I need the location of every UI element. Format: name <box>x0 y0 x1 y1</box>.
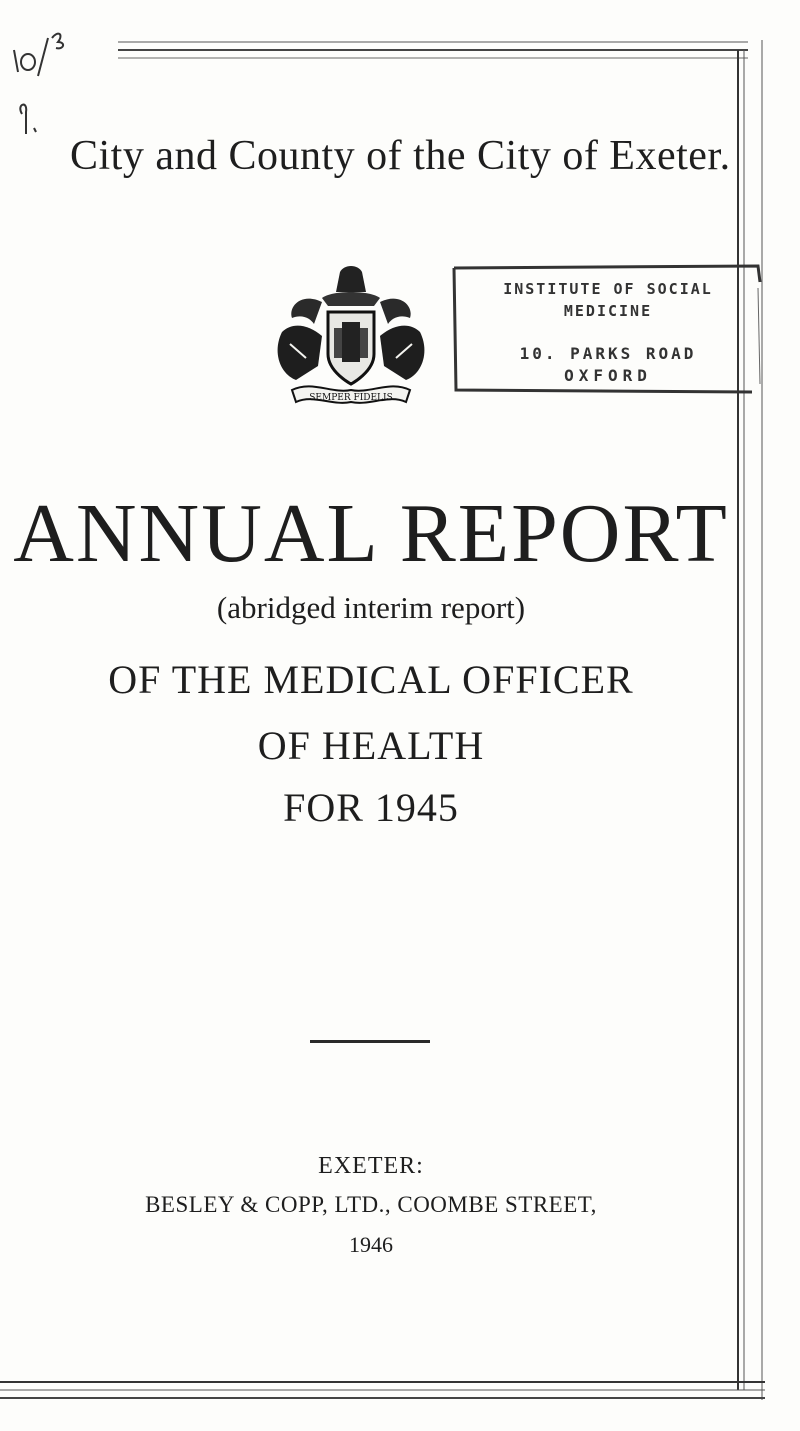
top-rule-lines <box>118 40 748 64</box>
stamp-line-medicine: MEDICINE <box>563 302 653 320</box>
bottom-rule-lines <box>0 1370 770 1410</box>
report-officer-line: OF THE MEDICAL OFFICER <box>108 657 634 702</box>
handwritten-catalogue-mark <box>6 16 96 136</box>
city-title: City and County of the City of Exeter. <box>70 133 731 179</box>
report-heading: ANNUAL REPORT <box>13 487 729 580</box>
imprint-place: EXETER: <box>318 1153 424 1179</box>
stamp-line-address: 10. PARKS ROAD <box>519 344 697 363</box>
svg-text:SEMPER FIDELIS: SEMPER FIDELIS <box>309 393 393 403</box>
report-health-line: OF HEALTH <box>257 723 485 768</box>
section-divider <box>310 1040 430 1043</box>
report-year-line: FOR 1945 <box>283 785 459 830</box>
coat-of-arms-icon <box>262 262 440 412</box>
imprint-publisher: BESLEY & COPP, LTD., COOMBE STREET, <box>145 1192 597 1217</box>
report-subtitle: (abridged interim report) <box>216 590 526 625</box>
imprint-year: 1946 <box>349 1232 393 1257</box>
stamp-line-institute: INSTITUTE OF SOCIAL <box>503 280 713 298</box>
stamp-line-city: OXFORD <box>564 366 652 385</box>
library-stamp <box>452 264 764 394</box>
